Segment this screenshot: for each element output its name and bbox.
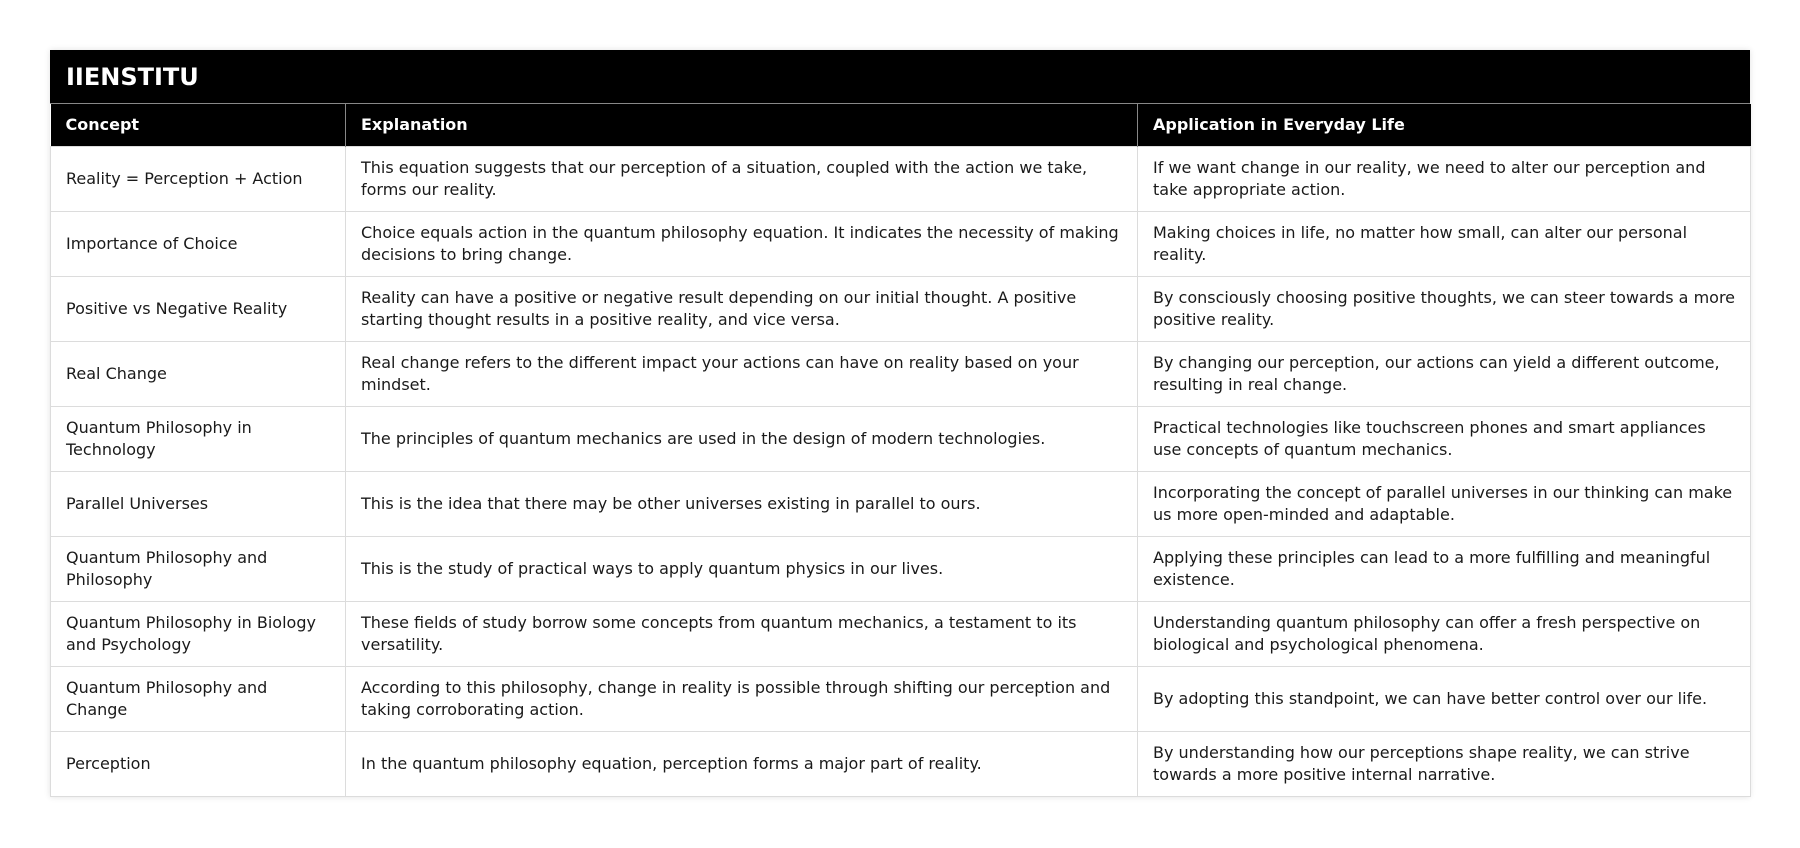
application-cell: Practical technologies like touchscreen phones and smart appliances use concepts of quantum mechanics. — [1138, 406, 1751, 471]
explanation-cell: These fields of study borrow some concepts from quantum mechanics, a testament to its versatility. — [346, 601, 1138, 666]
explanation-cell: In the quantum philosophy equation, perception forms a major part of reality. — [346, 731, 1138, 796]
concept-cell: Quantum Philosophy and Philosophy — [51, 536, 346, 601]
explanation-cell: This is the idea that there may be other universes existing in parallel to ours. — [346, 471, 1138, 536]
application-cell: By understanding how our perceptions shape reality, we can strive towards a more positive internal narrative. — [1138, 731, 1751, 796]
table-row — [51, 146, 1751, 211]
concept-cell: Positive vs Negative Reality — [51, 276, 346, 341]
application-cell: Making choices in life, no matter how small, can alter our personal reality. — [1138, 211, 1751, 276]
explanation-cell: This equation suggests that our perception of a situation, coupled with the action we take, forms our reality. — [346, 146, 1138, 211]
application-cell: By consciously choosing positive thoughts, we can steer towards a more positive reality. — [1138, 276, 1751, 341]
concept-cell: Perception — [51, 731, 346, 796]
concept-cell: Quantum Philosophy in Biology and Psychology — [51, 601, 346, 666]
concept-cell: Real Change — [51, 341, 346, 406]
table-row — [51, 536, 1751, 601]
concept-table-container — [50, 50, 1750, 797]
concept-cell: Quantum Philosophy in Technology — [51, 406, 346, 471]
explanation-cell: Reality can have a positive or negative result depending on our initial thought. A positive starting thought results in a positive reality, and vice versa. — [346, 276, 1138, 341]
table-row — [51, 471, 1751, 536]
column-header-explanation: Explanation — [346, 104, 1138, 146]
table-row — [51, 731, 1751, 796]
table-header-row — [51, 104, 1751, 146]
table-row — [51, 341, 1751, 406]
table-row — [51, 276, 1751, 341]
application-cell: Understanding quantum philosophy can offer a fresh perspective on biological and psychological phenomena. — [1138, 601, 1751, 666]
application-cell: If we want change in our reality, we need to alter our perception and take appropriate action. — [1138, 146, 1751, 211]
explanation-cell: This is the study of practical ways to apply quantum physics in our lives. — [346, 536, 1138, 601]
column-header-application: Application in Everyday Life — [1138, 104, 1751, 146]
concept-cell: Importance of Choice — [51, 211, 346, 276]
table-row — [51, 211, 1751, 276]
table-row — [51, 601, 1751, 666]
brand-title: IIENSTITU — [50, 50, 1750, 104]
table-row — [51, 666, 1751, 731]
application-cell: Applying these principles can lead to a more fulfilling and meaningful existence. — [1138, 536, 1751, 601]
application-cell: Incorporating the concept of parallel universes in our thinking can make us more open-minded and adaptable. — [1138, 471, 1751, 536]
column-header-concept: Concept — [51, 104, 346, 146]
explanation-cell: The principles of quantum mechanics are used in the design of modern technologies. — [346, 406, 1138, 471]
table-row — [51, 406, 1751, 471]
concept-cell: Quantum Philosophy and Change — [51, 666, 346, 731]
concept-cell: Reality = Perception + Action — [51, 146, 346, 211]
concept-cell: Parallel Universes — [51, 471, 346, 536]
application-cell: By adopting this standpoint, we can have better control over our life. — [1138, 666, 1751, 731]
application-cell: By changing our perception, our actions can yield a different outcome, resulting in real change. — [1138, 341, 1751, 406]
concept-table — [50, 104, 1751, 797]
explanation-cell: According to this philosophy, change in reality is possible through shifting our perception and taking corroborating action. — [346, 666, 1138, 731]
explanation-cell: Real change refers to the different impact your actions can have on reality based on your mindset. — [346, 341, 1138, 406]
explanation-cell: Choice equals action in the quantum philosophy equation. It indicates the necessity of making decisions to bring change. — [346, 211, 1138, 276]
